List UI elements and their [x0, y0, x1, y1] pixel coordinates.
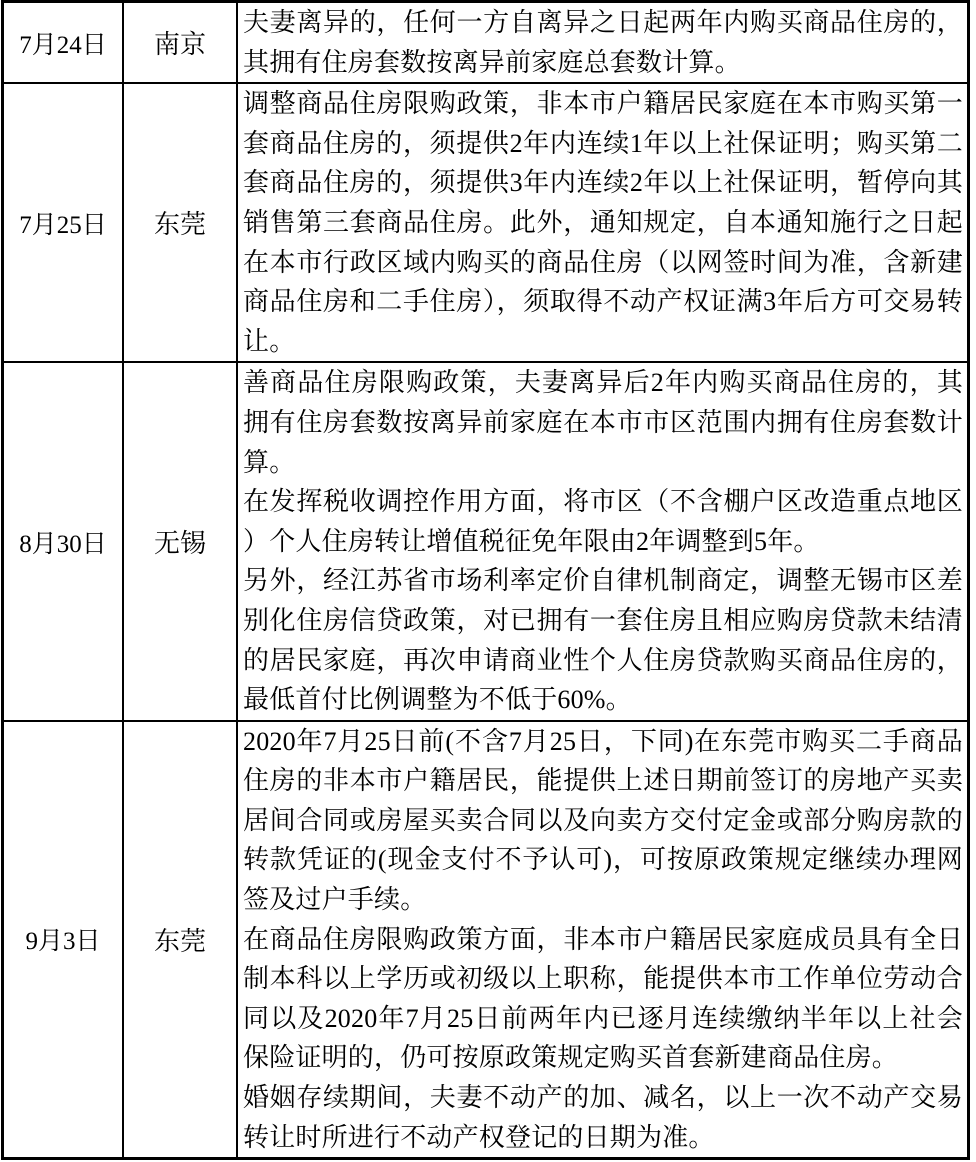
policy-paragraph: 2020年7月25日前(不含7月25日，下同)在东莞市购买二手商品住房的非本市户籍居民，能提供上述日期前签订的房地产买卖居间合同或房屋买卖合同以及向卖方交付定金或部分购房款的转款凭证的(现金支付不予认可)，可按原政策规定继续办理网签及过户手续。	[243, 726, 963, 915]
policy-paragraph: 在发挥税收调控作用方面，将市区（不含棚户区改造重点地区）个人住房转让增值税征免年限由2年调整到5年。	[243, 487, 963, 556]
date-cell: 9月3日	[3, 721, 124, 1159]
policy-table-body	[3, 2, 969, 1159]
date-cell: 8月30日	[3, 362, 124, 720]
city-cell: 南京	[123, 2, 237, 84]
policy-cell	[237, 83, 969, 362]
date-cell: 7月24日	[3, 2, 124, 84]
policy-paragraph: 夫妻离异的，任何一方自离异之日起两年内购买商品住房的，其拥有住房套数按离异前家庭总套数计算。	[243, 8, 963, 77]
city-cell: 东莞	[123, 721, 237, 1159]
date-cell: 7月25日	[3, 83, 124, 362]
city-cell: 东莞	[123, 83, 237, 362]
policy-paragraph: 婚姻存续期间，夫妻不动产的加、减名，以上一次不动产交易转让时所进行不动产权登记的日期为准。	[243, 1083, 963, 1152]
housing-policy-table	[1, 0, 970, 1160]
policy-paragraph: 在商品住房限购政策方面，非本市户籍居民家庭成员具有全日制本科以上学历或初级以上职称，能提供本市工作单位劳动合同以及2020年7月25日前两年内已逐月连续缴纳半年以上社会保险证明的，仍可按原政策规定购买首套新建商品住房。	[243, 924, 963, 1073]
policy-cell	[237, 362, 969, 720]
table-row	[3, 2, 969, 84]
policy-paragraph: 善商品住房限购政策，夫妻离异后2年内购买商品住房的，其拥有住房套数按离异前家庭在本市市区范围内拥有住房套数计算。	[243, 368, 963, 477]
policy-paragraph: 另外，经江苏省市场利率定价自律机制商定，调整无锡市区差别化住房信贷政策，对已拥有一套住房且相应购房贷款未结清的居民家庭，再次申请商业性个人住房贷款购买商品住房的，最低首付比例调整为不低于60%。	[243, 566, 963, 715]
policy-cell	[237, 2, 969, 84]
table-row	[3, 362, 969, 720]
policy-cell	[237, 721, 969, 1159]
policy-paragraph: 调整商品住房限购政策，非本市户籍居民家庭在本市购买第一套商品住房的，须提供2年内连续1年以上社保证明；购买第二套商品住房的，须提供3年内连续2年以上社保证明，暂停向其销售第三套商品住房。此外，通知规定，自本通知施行之日起在本市行政区域内购买的商品住房（以网签时间为准，含新建商品住房和二手住房），须取得不动产权证满3年后方可交易转让。	[243, 89, 963, 356]
table-row	[3, 83, 969, 362]
city-cell: 无锡	[123, 362, 237, 720]
table-row	[3, 721, 969, 1159]
